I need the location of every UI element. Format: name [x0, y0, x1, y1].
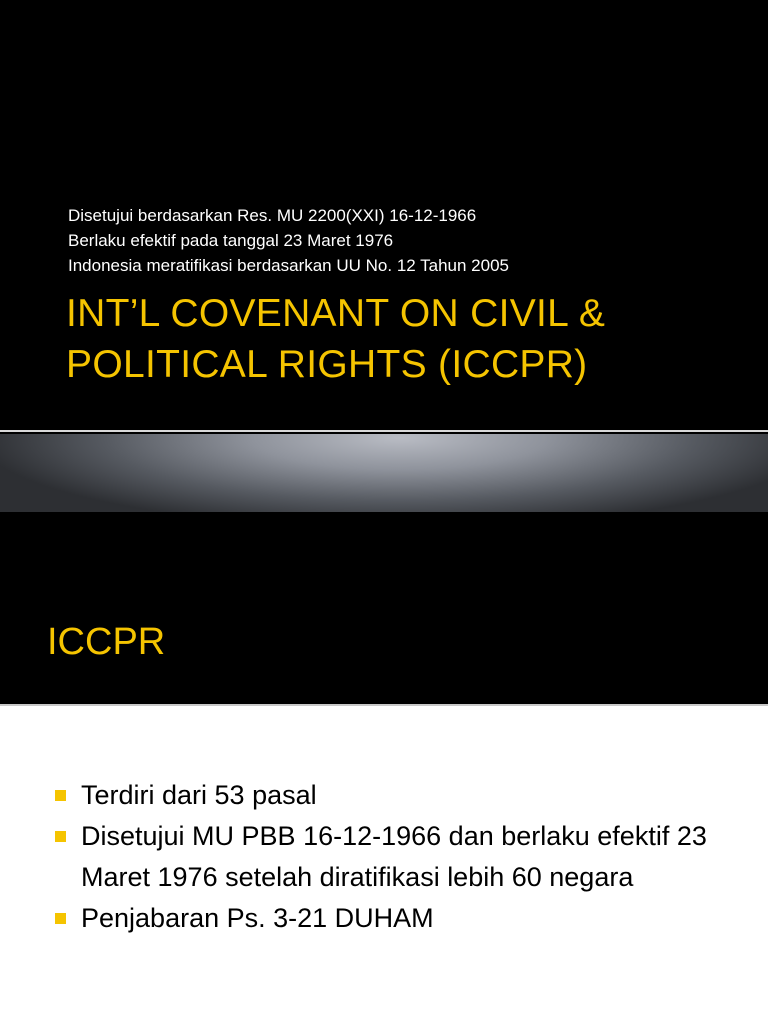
subtitle-line: Disetujui berdasarkan Res. MU 2200(XXI) 16-12-1966	[68, 206, 477, 225]
content-slide	[0, 512, 768, 1024]
slide-title-line: POLITICAL RIGHTS (ICCPR)	[66, 343, 588, 386]
divider-line	[0, 430, 768, 432]
slide-title-line: INT’L COVENANT ON CIVIL &	[66, 292, 606, 335]
subtitle-line: Berlaku efektif pada tanggal 23 Maret 1976	[68, 231, 394, 250]
bullet-text: Terdiri dari 53 pasal	[81, 780, 317, 810]
bullet-text: Disetujui MU PBB 16-12-1966 dan berlaku efektif 23 Maret 1976 setelah diratifikasi lebih 60 negara	[81, 821, 707, 892]
header-divider	[0, 704, 768, 706]
bullet-item	[50, 775, 740, 816]
subtitle-line: Indonesia meratifikasi berdasarkan UU No. 12 Tahun 2005	[68, 256, 510, 275]
decorative-gradient-band	[0, 434, 768, 512]
square-bullet-icon	[55, 831, 66, 842]
bullet-item	[50, 898, 740, 939]
bullet-list	[50, 775, 740, 939]
header-background	[0, 512, 768, 576]
slide-heading: ICCPR	[47, 621, 166, 663]
square-bullet-icon	[55, 913, 66, 924]
bullet-item	[50, 816, 740, 898]
square-bullet-icon	[55, 790, 66, 801]
subtitle-block	[68, 203, 509, 278]
slide-title	[66, 288, 756, 390]
bullet-text: Penjabaran Ps. 3-21 DUHAM	[81, 903, 434, 933]
